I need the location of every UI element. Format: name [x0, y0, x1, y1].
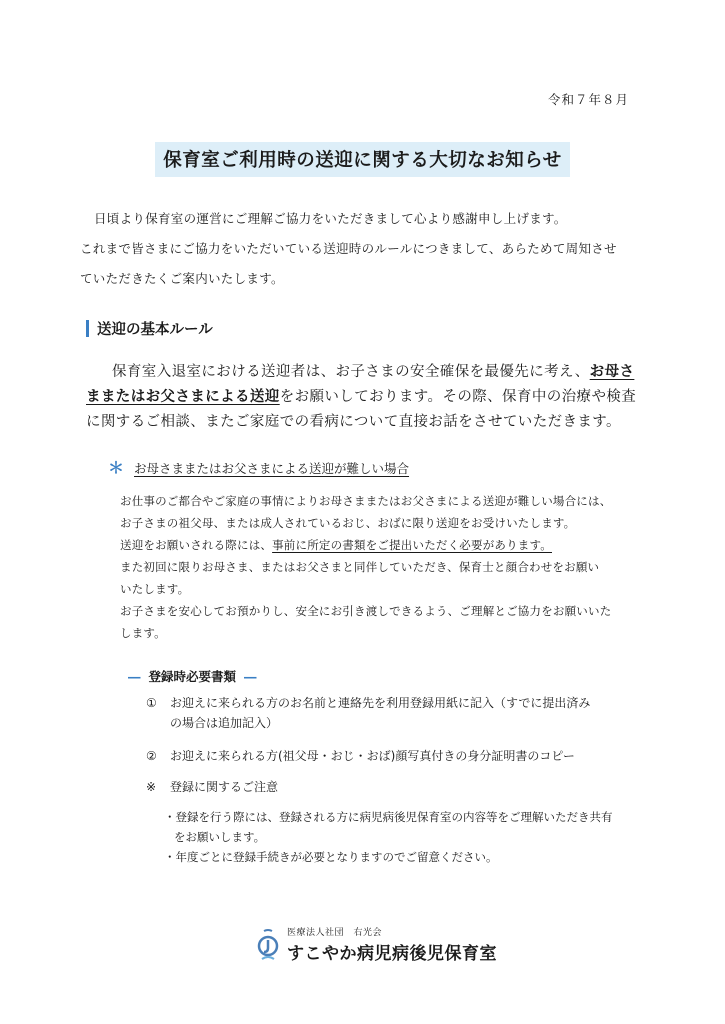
section-heading-text: 送迎の基本ルール — [97, 322, 213, 338]
registration-heading — [120, 667, 265, 685]
item-1-line-b: の場合は追加記入） — [170, 716, 279, 730]
detail-line-3 — [120, 534, 640, 556]
section-heading — [86, 318, 213, 339]
item-2-text: お迎えに来られる方(祖父母・おじ・おば)顔写真付きの身分証明書のコピー — [170, 749, 575, 763]
registration-notes — [164, 807, 614, 867]
note-item-1: ・登録を行う際には、登録される方に病児病後児保育室の内容等をご理解いただき共有をお願いします。 — [164, 810, 613, 844]
footer-logo — [255, 925, 497, 964]
logo-name: すこやか病児病後児保育室 — [287, 944, 497, 964]
intro-line-3: ていただきたくご案内いたします。 — [80, 271, 284, 286]
detail-line-1: お仕事のご都合やご家庭の事情によりお母さままたはお父さまによる送迎が難しい場合には、 — [120, 494, 612, 508]
subsection-heading — [108, 459, 409, 477]
intro-line-1: 日頃より保育室の運営にご理解ご協力をいただきまして心より感謝申し上げます。 — [94, 211, 567, 226]
basic-rule-paragraph — [86, 360, 646, 435]
item-number-1: ① — [146, 696, 157, 710]
rule-text-b: をお願いしております。その際、保育中の治療や検査に関するご相談、またご家庭での看病について直接お話をさせていただきます。 — [86, 389, 637, 430]
logo-org: 医療法人社団 右光会 — [287, 928, 383, 938]
note-mark: ※ — [146, 780, 157, 794]
dash-left: ― — [128, 668, 141, 684]
item-1-line-a: お迎えに来られる方のお名前と連絡先を利用登録用紙に記入（すでに提出済み — [170, 696, 591, 710]
dash-right: ― — [244, 668, 257, 684]
title-wrap — [0, 142, 725, 177]
rule-emphasis: お母さままたはお父さまによる送迎 — [86, 364, 635, 405]
logo-text — [287, 925, 497, 964]
subsection-heading-text: お母さままたはお父さまによる送迎が難しい場合 — [134, 461, 410, 476]
rule-text-a: 保育室入退室における送迎者は、お子さまの安全確保を最優先に考え、 — [112, 364, 590, 380]
registration-heading-text: 登録時必要書類 — [148, 669, 237, 684]
detail-line-3-underline: 事前に所定の書類をご提出いただく必要があります。 — [272, 538, 552, 552]
intro-paragraph — [80, 204, 650, 294]
section-bar — [86, 320, 89, 337]
document-date: 令和７年８月 — [547, 92, 629, 107]
intro-line-2: これまで皆さまにご協力をいただいている送迎時のルールにつきまして、あらためて周知させ — [80, 241, 617, 256]
detail-line-6: お子さまを安心してお預かりし、安全にお引き渡しできるよう、ご理解とご協力をお願いいた — [120, 604, 612, 618]
detail-line-4: また初回に限りお母さま、またはお父さまと同伴していただき、保育士と顔合わせをお願い — [120, 560, 600, 574]
required-doc-item-2 — [146, 746, 610, 766]
subsection-detail — [120, 490, 640, 644]
sukoyaka-logo-icon — [255, 928, 281, 962]
asterisk-icon: ＊ — [108, 458, 125, 477]
item-number-2: ② — [146, 749, 157, 763]
note-heading-text: 登録に関するご注意 — [170, 780, 279, 794]
required-doc-item-1 — [146, 693, 610, 733]
detail-line-2: お子さまの祖父母、または成人されているおじ、おばに限り送迎をお受けいたします。 — [120, 516, 576, 530]
page-title: 保育室ご利用時の送迎に関する大切なお知らせ — [155, 142, 569, 177]
registration-note-heading — [146, 777, 610, 797]
detail-line-5: いたします。 — [120, 582, 190, 596]
item-body-1 — [170, 693, 610, 733]
note-item-2: ・年度ごとに登録手続きが必要となりますのでご留意ください。 — [164, 850, 498, 864]
detail-line-7: します。 — [120, 626, 166, 640]
detail-line-3-text: 送迎をお願いされる際には、 — [120, 538, 273, 552]
